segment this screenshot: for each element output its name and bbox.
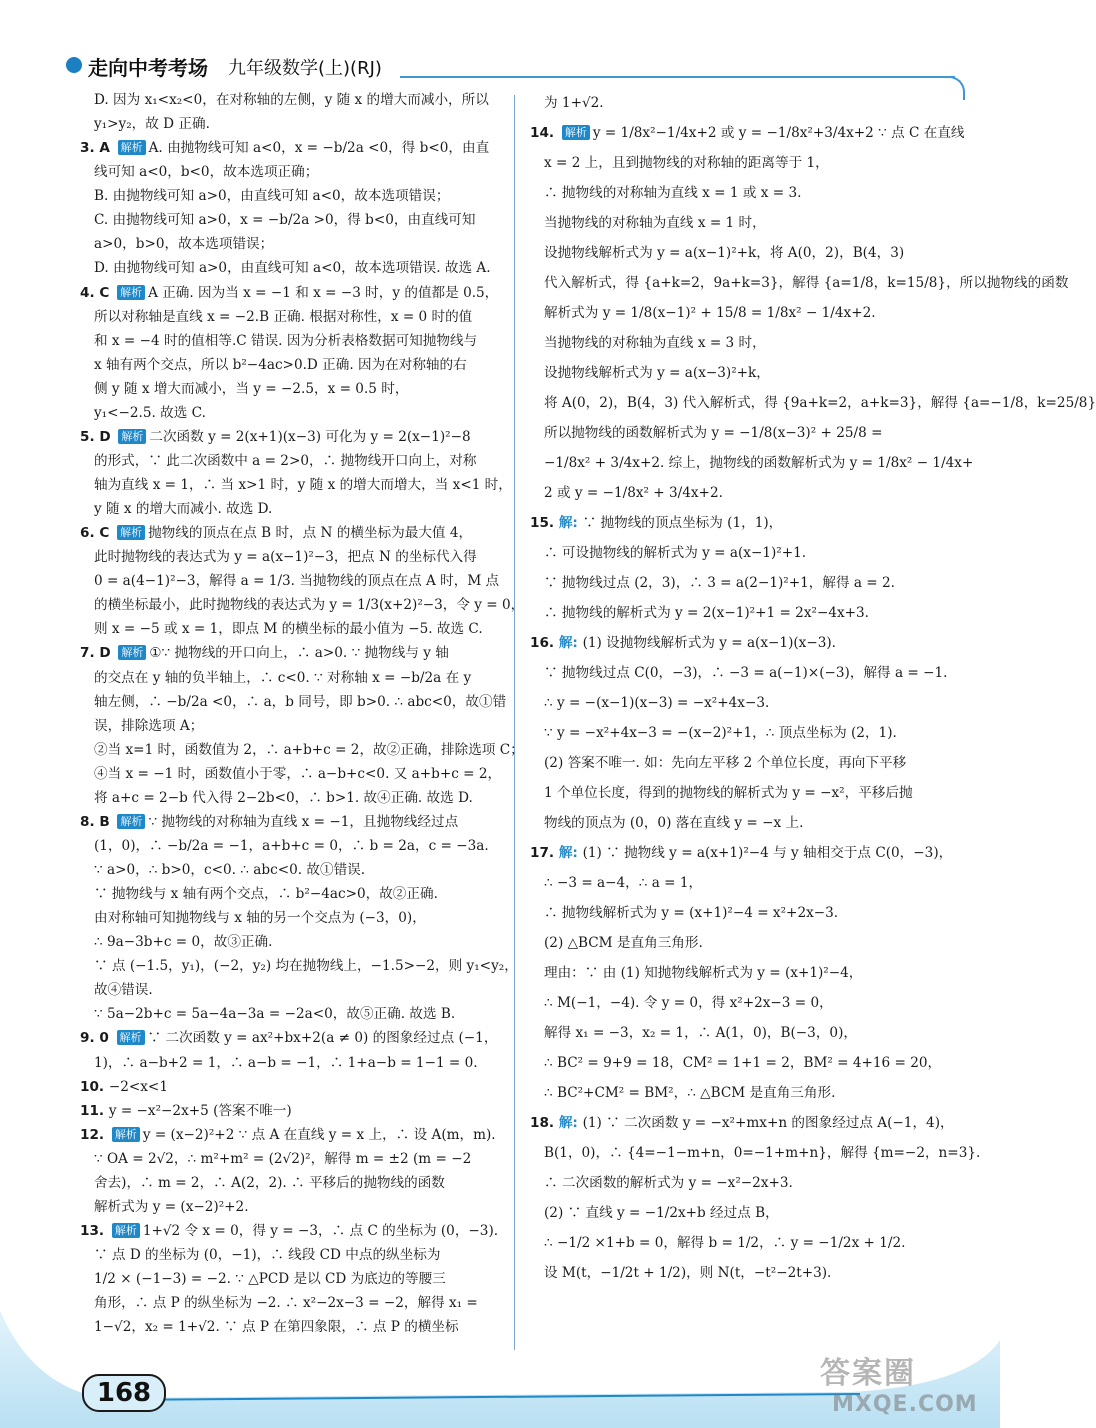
text-line: [80, 88, 508, 112]
text-line: [80, 834, 508, 858]
text-line: [530, 598, 962, 628]
text-line: [80, 136, 508, 160]
question-number: 3. A: [80, 140, 115, 157]
question-number: 15.: [530, 515, 559, 531]
text-line: [530, 808, 962, 838]
text-line: [80, 425, 508, 449]
line-text: 解析式为 y = 1/8(x−1)² + 15/8 = 1/8x² − 1/4x+2.: [544, 305, 876, 321]
line-text: 轴为直线 x = 1，∴ 当 x>1 时，y 随 x 的增大而增大，当 x<1 时，: [94, 477, 512, 493]
line-text: x 轴有两个交点，所以 b²−4ac>0.D 正确. 因为在对称轴的右: [94, 356, 467, 373]
line-text: ∴ 抛物线的解析式为 y = 2(x−1)²+1 = 2x²−4x+3.: [544, 605, 870, 621]
line-text: x = 2 上，且到抛物线的对称轴的距离等于 1，: [544, 155, 829, 171]
text-line: [80, 1075, 508, 1099]
line-text: (2) 答案不唯一. 如：先向左平移 2 个单位长度，再向下平移: [544, 755, 907, 771]
line-text: 2 或 y = −1/8x² + 3/4x+2.: [544, 485, 723, 501]
line-text: ∴ −3 = a−4，∴ a = 1，: [544, 875, 703, 891]
line-text: ④当 x = −1 时，函数值小于零，∴ a−b+c<0. 又 a+b+c = 2，: [94, 765, 502, 782]
text-line: [530, 1018, 962, 1048]
line-text: ∴ M(−1，−4). 令 y = 0，得 x²+2x−3 = 0，: [544, 995, 833, 1011]
text-line: [80, 714, 508, 738]
line-text: 舍去)，∴ m = 2，∴ A(2，2). ∴ 平移后的抛物线的函数: [94, 1174, 445, 1191]
line-text: y = 1/8x²−1/4x+2 或 y = −1/8x²+3/4x+2 ∵ 点 C 在直线: [592, 125, 965, 141]
solution-tag: 解:: [558, 1115, 583, 1131]
text-line: [530, 238, 962, 268]
line-text: 二次函数 y = 2(x+1)(x−3) 可化为 y = 2(x−1)²−8: [149, 428, 471, 445]
text-line: [530, 868, 962, 898]
line-text: ∴ y = −(x−1)(x−3) = −x²+4x−3.: [544, 695, 770, 711]
text-line: [80, 954, 518, 978]
line-text: (1，0)，∴ −b/2a = −1，a+b+c = 0，∴ b = 2a，c = −3a.: [94, 837, 489, 854]
text-line: [530, 688, 962, 718]
line-text: 将 A(0，2)，B(4，3) 代入解析式，得 {9a+k=2，a+k=3}，解得 {a=−1/8，k=25/8}: [544, 395, 1096, 411]
text-line: [80, 1123, 508, 1147]
analysis-tag: 解析: [117, 814, 145, 829]
text-line: [530, 418, 962, 448]
text-line: [80, 1099, 508, 1123]
line-text: 误，排除选项 A；: [94, 717, 204, 734]
text-line: [80, 786, 508, 810]
line-text: 当抛物线的对称轴为直线 x = 3 时，: [544, 335, 766, 351]
text-line: [80, 1219, 508, 1243]
line-text: 的横坐标最小，此时抛物线的表达式为 y = 1/3(x+2)²−3，令 y = 0，: [94, 597, 525, 614]
line-text: ∴ 9a−3b+c = 0，故③正确.: [94, 934, 273, 951]
question-number: 6. C: [80, 525, 115, 542]
question-number: 10.: [80, 1078, 109, 1095]
line-text: D. 因为 x₁<x₂<0，在对称轴的左侧，y 随 x 的增大而减小，所以: [94, 92, 489, 108]
line-text: (2) △BCM 是直角三角形.: [544, 935, 703, 951]
line-text: A 正确. 因为当 x = −1 和 x = −3 时，y 的值都是 0.5，: [148, 284, 499, 301]
line-text: (1) ∵ 二次函数 y = −x²+mx+n 的图象经过点 A(−1，4)，: [582, 1115, 954, 1131]
line-text: B(1，0)，∴ {4=−1−m+n，0=−1+m+n}，解得 {m=−2，n=3}.: [544, 1145, 981, 1161]
line-text: a>0，b>0，故本选项错误；: [94, 236, 274, 253]
text-line: [530, 988, 962, 1018]
line-text: 0 = a(4−1)²−3，解得 a = 1/3. 当抛物线的顶点在点 A 时，M 点: [94, 573, 500, 590]
line-text: 设抛物线解析式为 y = a(x−1)²+k，将 A(0，2)，B(4，3): [544, 245, 905, 261]
text-line: [80, 545, 508, 569]
analysis-tag: 解析: [117, 285, 145, 300]
question-number: 9. 0: [80, 1030, 114, 1047]
text-line: [80, 208, 508, 232]
text-line: [530, 328, 962, 358]
line-text: (2) ∵ 直线 y = −1/2x+b 经过点 B，: [544, 1205, 779, 1221]
text-line: [530, 958, 962, 988]
text-line: [530, 1048, 962, 1078]
analysis-tag: 解析: [117, 1030, 145, 1045]
text-line: [80, 569, 508, 593]
line-text: 1 个单位长度，得到的抛物线的解析式为 y = −x²，平移后抛: [544, 785, 913, 801]
line-text: ∵ 二次函数 y = ax²+bx+2(a ≠ 0) 的图象经过点 (−1，: [147, 1030, 498, 1047]
text-line: [80, 377, 508, 401]
text-line: [80, 112, 508, 136]
line-text: (1) ∵ 抛物线 y = a(x+1)²−4 与 y 轴相交于点 C(0，−3)，: [582, 845, 953, 861]
text-line: [80, 473, 512, 497]
text-line: [80, 882, 508, 906]
line-text: ①∵ 抛物线的开口向上，∴ a>0. ∵ 抛物线与 y 轴: [149, 645, 449, 662]
question-number: 7. D: [80, 645, 116, 662]
analysis-tag: 解析: [117, 525, 145, 540]
text-line: [530, 928, 962, 958]
text-line: [80, 353, 508, 377]
line-text: 为 1+√2.: [544, 95, 604, 111]
line-text: 线可知 a<0，b<0，故本选项正确；: [94, 164, 319, 181]
text-line: [530, 208, 962, 238]
analysis-tag: 解析: [112, 1223, 140, 1238]
question-number: 13.: [80, 1222, 109, 1239]
question-number: 12.: [80, 1126, 109, 1143]
watermark-logo-text: 答案圈: [820, 1356, 916, 1391]
line-text: 解析式为 y = (x−2)²+2.: [94, 1198, 249, 1215]
page-number: 168: [82, 1374, 166, 1412]
line-text: ∴ −1/2 ×1+b = 0，解得 b = 1/2，∴ y = −1/2x + 1/2.: [544, 1235, 906, 1251]
line-text: 所以对称轴是直线 x = −2.B 正确. 根据对称性，x = 0 时的值: [94, 308, 473, 325]
question-number: 16.: [530, 635, 559, 651]
text-line: [80, 256, 508, 280]
text-line: [530, 358, 962, 388]
line-text: 1)，∴ a−b+2 = 1，∴ a−b = −1，∴ 1+a−b = 1−1 = 0.: [94, 1054, 478, 1071]
line-text: y₁>y₂，故 D 正确.: [94, 116, 210, 133]
text-line: [80, 978, 508, 1002]
text-line: [530, 88, 962, 118]
text-line: [80, 1147, 508, 1171]
text-line: [80, 930, 508, 954]
text-line: [80, 690, 508, 714]
line-text: 此时抛物线的表达式为 y = a(x−1)²−3，把点 N 的坐标代入得: [94, 549, 477, 566]
solution-tag: 解:: [558, 635, 583, 651]
line-text: y₁<−2.5. 故选 C.: [94, 404, 206, 421]
line-text: ∴ BC² = 9+9 = 18，CM² = 1+1 = 2，BM² = 4+16 = 20，: [544, 1055, 942, 1071]
header-rule: [400, 76, 955, 78]
text-line: [530, 1108, 962, 1138]
solution-tag: 解:: [558, 845, 583, 861]
line-text: 1+√2 令 x = 0，得 y = −3，∴ 点 C 的坐标为 (0，−3).: [142, 1222, 499, 1239]
line-text: 代入解析式，得 {a+k=2，9a+k=3}，解得 {a=1/8，k=15/8}，所以抛物线的函数: [544, 275, 1069, 291]
text-line: [530, 1228, 962, 1258]
question-number: 8. B: [80, 813, 115, 830]
line-text: ∵ y = −x²+4x−3 = −(x−2)²+1，∴ 顶点坐标为 (2，1).: [544, 725, 897, 741]
line-text: 理由：∵ 由 (1) 知抛物线解析式为 y = (x+1)²−4，: [544, 965, 863, 981]
text-line: [530, 838, 962, 868]
text-line: [80, 1051, 508, 1075]
text-line: [530, 718, 962, 748]
question-number: 18.: [530, 1115, 559, 1131]
header-bullet-icon: [66, 57, 82, 73]
text-line: [530, 1198, 962, 1228]
text-line: [530, 118, 965, 148]
line-text: 解得 x₁ = −3，x₂ = 1，∴ A(1，0)，B(−3，0)，: [544, 1025, 857, 1041]
text-line: [530, 178, 962, 208]
text-line: [530, 298, 962, 328]
text-line: [80, 521, 508, 545]
line-text: 由对称轴可知抛物线与 x 轴的另一个交点为 (−3，0)，: [94, 910, 426, 927]
text-line: [530, 1168, 962, 1198]
question-number: 11.: [80, 1102, 109, 1119]
text-line: [530, 448, 974, 478]
line-text: 将 a+c = 2−b 代入得 2−2b<0，∴ b>1. 故④正确. 故选 D.: [94, 789, 473, 806]
analysis-tag: 解析: [562, 125, 590, 140]
line-text: ∴ 抛物线的对称轴为直线 x = 1 或 x = 3.: [544, 185, 802, 201]
line-text: 1−√2，x₂ = 1+√2. ∵ 点 P 在第四象限，∴ 点 P 的横坐标: [94, 1319, 459, 1336]
text-line: [80, 617, 508, 641]
book-title: 走向中考考场: [88, 56, 208, 80]
line-text: A. 由抛物线可知 a<0，x = −b/2a <0，得 b<0，由直: [148, 140, 490, 157]
line-text: 设 M(t，−1/2t + 1/2)，则 N(t，−t²−2t+3).: [544, 1265, 832, 1281]
question-number: 14.: [530, 125, 559, 141]
watermark-url: MXQE.COM: [832, 1392, 978, 1417]
line-text: −1/8x² + 3/4x+2. 综上，抛物线的函数解析式为 y = 1/8x² − 1/4x+: [544, 455, 974, 471]
text-line: [80, 593, 525, 617]
line-text: ∵ 点 D 的坐标为 (0，−1)，∴ 线段 CD 中点的纵坐标为: [94, 1247, 441, 1263]
line-text: ∴ BC²+CM² = BM²，∴ △BCM 是直角三角形.: [544, 1085, 836, 1101]
page-header: [0, 0, 1000, 100]
line-text: 1/2 × (−1−3) = −2. ∵ △PCD 是以 CD 为底边的等腰三: [94, 1271, 446, 1288]
text-line: [80, 497, 508, 521]
line-text: 抛物线的顶点在点 B 时，点 N 的横坐标为最大值 4，: [148, 525, 473, 542]
question-number: 17.: [530, 845, 559, 861]
book-subtitle: 九年级数学(上)(RJ): [228, 58, 382, 79]
text-line: [530, 1138, 981, 1168]
line-text: ∵ 抛物线与 x 轴有两个交点，∴ b²−4ac>0，故②正确.: [94, 886, 438, 903]
line-text: ∵ 点 (−1.5，y₁)，(−2，y₂) 均在抛物线上，−1.5>−2，则 y₁<y₂，: [94, 958, 518, 975]
line-text: y 随 x 的增大而减小. 故选 D.: [94, 501, 273, 518]
text-line: [530, 898, 962, 928]
line-text: ∵ 5a−2b+c = 5a−4a−3a = −2a<0，故⑤正确. 故选 B.: [94, 1006, 456, 1023]
line-text: ∵ 抛物线的对称轴为直线 x = −1，且抛物线经过点: [148, 813, 459, 830]
question-number: 4. C: [80, 284, 115, 301]
text-line: [530, 748, 962, 778]
text-line: [530, 658, 962, 688]
line-text: ∴ 二次函数的解析式为 y = −x²−2x+3.: [544, 1175, 793, 1191]
column-divider: [514, 95, 515, 1350]
analysis-tag: 解析: [118, 645, 146, 660]
line-text: B. 由抛物线可知 a>0，由直线可知 a<0，故本选项错误；: [94, 188, 450, 205]
line-text: 则 x = −5 或 x = 1，即点 M 的横坐标的最小值为 −5. 故选 C.: [94, 621, 483, 638]
analysis-tag: 解析: [112, 1127, 140, 1142]
text-line: [80, 1171, 508, 1195]
line-text: C. 由抛物线可知 a>0，x = −b/2a >0，得 b<0，由直线可知: [94, 212, 476, 229]
text-line: [80, 810, 508, 834]
text-line: [80, 1002, 508, 1026]
line-text: 角形，∴ 点 P 的纵坐标为 −2. ∴ x²−2x−3 = −2，解得 x₁ =: [94, 1295, 478, 1312]
text-line: [80, 858, 508, 882]
line-text: 当抛物线的对称轴为直线 x = 1 时，: [544, 215, 766, 231]
line-text: 所以抛物线的函数解析式为 y = −1/8(x−3)² + 25/8 =: [544, 425, 883, 441]
line-text: y = −x²−2x+5 (答案不唯一): [108, 1102, 292, 1119]
text-line: [530, 388, 1096, 418]
text-line: [80, 160, 508, 184]
line-text: ∵ 抛物线过点 C(0，−3)，∴ −3 = a(−1)×(−3)，解得 a = −1.: [544, 665, 948, 681]
text-line: [530, 628, 962, 658]
text-line: [530, 538, 962, 568]
line-text: ∴ 可设抛物线的解析式为 y = a(x−1)²+1.: [544, 545, 807, 561]
line-text: y = (x−2)²+2 ∵ 点 A 在直线 y = x 上，∴ 设 A(m，m).: [142, 1126, 496, 1143]
text-line: [80, 666, 508, 690]
text-line: [80, 232, 508, 256]
text-line: [530, 508, 962, 538]
left-column: [80, 88, 525, 1339]
line-text: ∵ 抛物线过点 (2，3)，∴ 3 = a(2−1)²+1，解得 a = 2.: [544, 575, 895, 591]
text-line: [80, 1267, 508, 1291]
text-line: [530, 148, 962, 178]
text-line: [530, 478, 962, 508]
line-text: 物线的顶点为 (0，0) 落在直线 y = −x 上.: [544, 815, 804, 831]
text-line: [80, 329, 508, 353]
right-column: [530, 88, 1096, 1288]
text-line: [530, 778, 962, 808]
line-text: 轴左侧，∴ −b/2a <0，∴ a，b 同号，即 b>0. ∴ abc<0，故①错: [94, 693, 507, 710]
text-line: [80, 1195, 508, 1219]
line-text: ∴ 抛物线解析式为 y = (x+1)²−4 = x²+2x−3.: [544, 905, 839, 921]
line-text: ∵ 抛物线的顶点坐标为 (1，1)，: [582, 515, 783, 531]
line-text: 的形式，∵ 此二次函数中 a = 2>0，∴ 抛物线开口向上，对称: [94, 452, 477, 469]
text-line: [80, 305, 508, 329]
text-line: [530, 568, 962, 598]
line-text: (1) 设抛物线解析式为 y = a(x−1)(x−3).: [582, 635, 837, 651]
analysis-tag: 解析: [118, 140, 146, 155]
text-line: [530, 1258, 962, 1288]
line-text: 设抛物线解析式为 y = a(x−3)²+k，: [544, 365, 770, 381]
text-line: [80, 401, 508, 425]
text-line: [530, 268, 1069, 298]
text-line: [80, 762, 508, 786]
line-text: 和 x = −4 时的值相等.C 错误. 因为分析表格数据可知抛物线与: [94, 332, 478, 349]
line-text: 故④错误.: [94, 982, 153, 999]
text-line: [80, 738, 524, 762]
question-number: 5. D: [80, 428, 116, 445]
line-text: ∵ OA = 2√2，∴ m²+m² = (2√2)²，解得 m = ±2 (m = −2: [94, 1150, 472, 1167]
line-text: 侧 y 随 x 增大而减小，当 y = −2.5，x = 0.5 时，: [94, 380, 409, 397]
text-line: [80, 1026, 508, 1050]
watermark: [820, 1348, 980, 1424]
line-text: −2<x<1: [108, 1078, 168, 1095]
line-text: ∵ a>0，∴ b>0，c<0. ∴ abc<0. 故①错误.: [94, 862, 366, 878]
text-line: [80, 281, 508, 305]
text-line: [530, 1078, 962, 1108]
text-line: [80, 1243, 508, 1267]
line-text: D. 由抛物线可知 a>0，由直线可知 a<0，故本选项错误. 故选 A.: [94, 260, 491, 277]
line-text: ②当 x=1 时，函数值为 2，∴ a+b+c = 2，故②正确，排除选项 C；: [94, 741, 524, 758]
solution-tag: 解:: [558, 515, 583, 531]
text-line: [80, 906, 508, 930]
text-line: [80, 641, 508, 665]
text-line: [80, 449, 508, 473]
analysis-tag: 解析: [118, 429, 146, 444]
text-line: [80, 184, 508, 208]
line-text: 的交点在 y 轴的负半轴上，∴ c<0. ∵ 对称轴 x = −b/2a 在 y: [94, 669, 472, 686]
